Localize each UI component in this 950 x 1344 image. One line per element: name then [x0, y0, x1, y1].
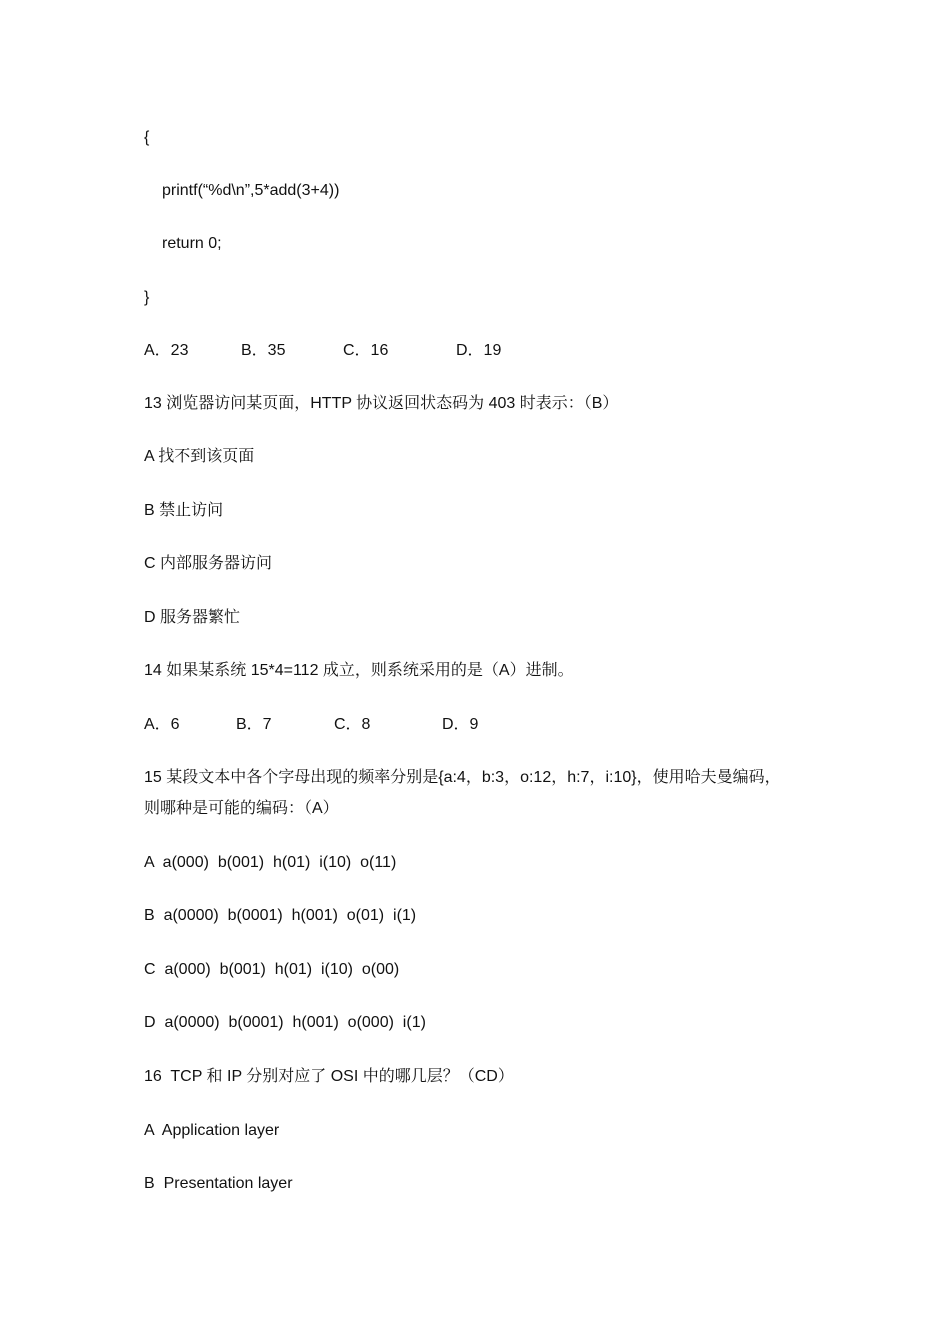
q16-question: 16 TCP 和 IP 分别对应了 OSI 中的哪几层？（CD）: [144, 1068, 514, 1085]
code-close-brace: }: [144, 289, 150, 306]
q15-option-c: C a(000) b(001) h(01) i(10) o(00): [144, 961, 400, 978]
q13-question: 13 浏览器访问某页面，HTTP 协议返回状态码为 403 时表示：（B）: [144, 395, 619, 412]
q14-option-a: A．6: [144, 716, 180, 733]
q13-option-d: D 服务器繁忙: [144, 609, 241, 626]
q12-option-d: D．19: [456, 342, 502, 359]
q14-question: 14 如果某系统 15*4=112 成立，则系统采用的是（A）进制。: [144, 662, 574, 679]
q12-option-b: B．35: [241, 342, 286, 359]
code-printf-line: printf(“%d\n”,5*add(3+4)): [162, 182, 340, 199]
q14-option-c: C．8: [334, 716, 371, 733]
q15-option-d: D a(0000) b(0001) h(001) o(000) i(1): [144, 1014, 426, 1031]
q15-question-line2: 则哪种是可能的编码：（A）: [144, 800, 339, 817]
q15-question-line1: 15 某段文本中各个字母出现的频率分别是{a:4，b:3，o:12，h:7，i:10}，使用哈夫曼编码，: [144, 769, 781, 786]
q16-option-b: B Presentation layer: [144, 1175, 293, 1192]
q16-option-a: A Application layer: [144, 1122, 280, 1139]
q14-option-b: B．7: [236, 716, 272, 733]
q14-option-d: D．9: [442, 716, 479, 733]
q15-option-b: B a(0000) b(0001) h(001) o(01) i(1): [144, 907, 417, 924]
code-return-line: return 0;: [162, 235, 222, 252]
q13-option-c: C 内部服务器访问: [144, 555, 273, 572]
q15-option-a: A a(000) b(001) h(01) i(10) o(11): [144, 854, 397, 871]
q13-option-a: A 找不到该页面: [144, 448, 255, 465]
code-open-brace: {: [144, 129, 150, 146]
q12-option-c: C．16: [343, 342, 389, 359]
q12-option-a: A．23: [144, 342, 189, 359]
q13-option-b: B 禁止访问: [144, 502, 224, 519]
